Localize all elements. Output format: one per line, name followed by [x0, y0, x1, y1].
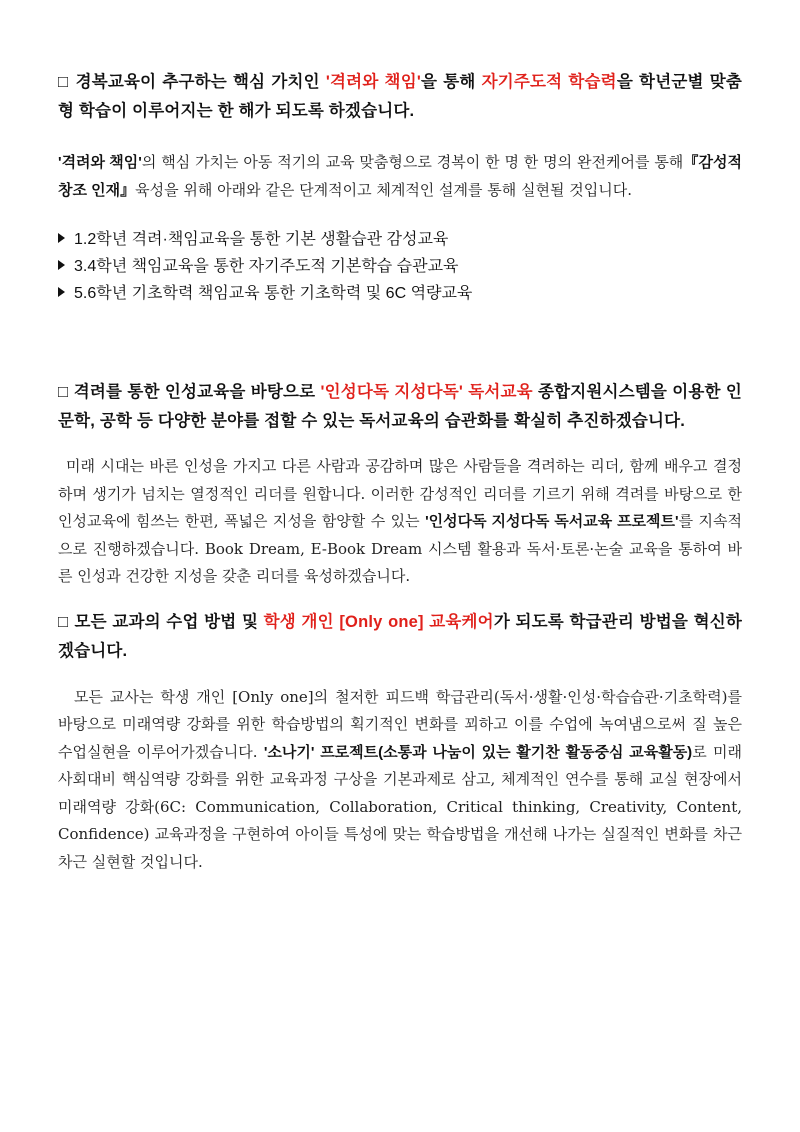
bullet-item: [58, 226, 742, 253]
heading-text: □ 모든 교과의 수업 방법 및: [58, 612, 264, 631]
triangle-bullet-icon: [58, 260, 65, 270]
section2-heading: [58, 378, 742, 436]
heading-text: 가 되도록 학급관리 방법을 혁신하겠습니다.: [58, 612, 742, 660]
body-text: 의 핵심 가치는 아동 적기의 교육 맞춤형으로 경복이 한 명 한 명의 완전케어를 통해: [141, 153, 684, 171]
bullet-text: 3.4학년 책임교육을 통한 자기주도적 기본학습 습관교육: [74, 258, 459, 275]
section3-body: [58, 684, 742, 877]
body-bold: '격려와 책임': [58, 154, 142, 171]
bullet-item: [58, 253, 742, 280]
heading-text: 종합지원시스템을 이용한 인문학, 공학 등 다양한 분야를 접할 수 있는 독서교육의 습관화를 확실히 추진하겠습니다.: [58, 383, 742, 430]
heading-highlight: '인성다독 지성다독' 독서교육: [320, 383, 533, 401]
triangle-bullet-icon: [58, 287, 65, 297]
body-text: 육성을 위해 아래와 같은 단계적이고 체계적인 설계를 통해 실현될 것입니다.: [135, 180, 633, 199]
body-text: 미래 시대는 바른 인성을 가지고 다른 사람과 공감하며 많은 사람들을 격려하는 리더, 함께 배우고 결정하며 생기가 넘치는 열정적인 리더를 원합니다. 이러한 감성적인 리더를 기르기 위해 격려를 바탕으로 한 인성교육에 힘쓰는 한편, 폭넓은 지성을 함양할 수 있는: [58, 457, 742, 530]
bullet-item: [58, 280, 742, 307]
section3-heading: [58, 608, 742, 666]
body-text: 로 미래 사회대비 핵심역량 강화를 위한 교육과정 구상을 기본과제로 삼고, 체계적인 연수를 통해 교실 현장에서 미래역량 강화(6C: Communication, Collaboration, Critical thinking, Creativity, Content, Confidence) 교육과정을 구현하여 아이들 특성에 맞는 학습방법을 개선해 나가는 실질적인 변화를 차근차근 실현할 것입니다.: [58, 742, 743, 871]
heading-text: 을 학년군별 맞춤형 학습이 이루어지는 한 해가 되도록 하겠습니다.: [58, 73, 742, 120]
heading-highlight: 자기주도적 학습력: [481, 73, 617, 91]
heading-text: □ 격려를 통한 인성교육을 바탕으로: [58, 383, 321, 401]
triangle-bullet-icon: [58, 233, 65, 243]
body-bold: '인성다독 지성다독 독서교육 프로젝트': [425, 513, 679, 530]
body-text: 모든 교사는 학생 개인 [Only one]의 철저한 피드백 학급관리(독서·생활·인성·학습습관·기초학력)를 바탕으로 미래역량 강화를 위한 학습방법의 획기적인 변화를 꾀하고 이를 수업에 녹여냄으로써 질 높은 수업실현을 이루어가겠습니다.: [58, 687, 742, 761]
section1-body: [58, 149, 742, 204]
bullet-text: 1.2학년 격려·책임교육을 통한 기본 생활습관 감성교육: [74, 231, 449, 248]
section1-bullet-list: [58, 226, 742, 307]
heading-text: □ 경복교육이 추구하는 핵심 가치인: [58, 73, 326, 91]
body-bold: '소나기' 프로젝트(소통과 나눔이 있는 활기찬 활동중심 교육활동): [263, 743, 693, 761]
heading-text: 을 통해: [420, 73, 482, 91]
heading-highlight: '격려와 책임': [325, 73, 421, 91]
section1-heading: [58, 68, 742, 126]
section2-body: [58, 453, 742, 591]
body-bold: 『감성적 창조 인재』: [58, 154, 742, 199]
bullet-text: 5.6학년 기초학력 책임교육 통한 기초학력 및 6C 역량교육: [74, 285, 473, 302]
body-text: 를 지속적으로 진행하겠습니다. Book Dream, E-Book Dream 시스템 활용과 독서·토론·논술 교육을 통하여 바른 인성과 건강한 지성을 갖춘 리더를 육성하겠습니다.: [58, 512, 742, 585]
heading-highlight: 학생 개인 [Only one] 교육케어: [263, 612, 494, 631]
